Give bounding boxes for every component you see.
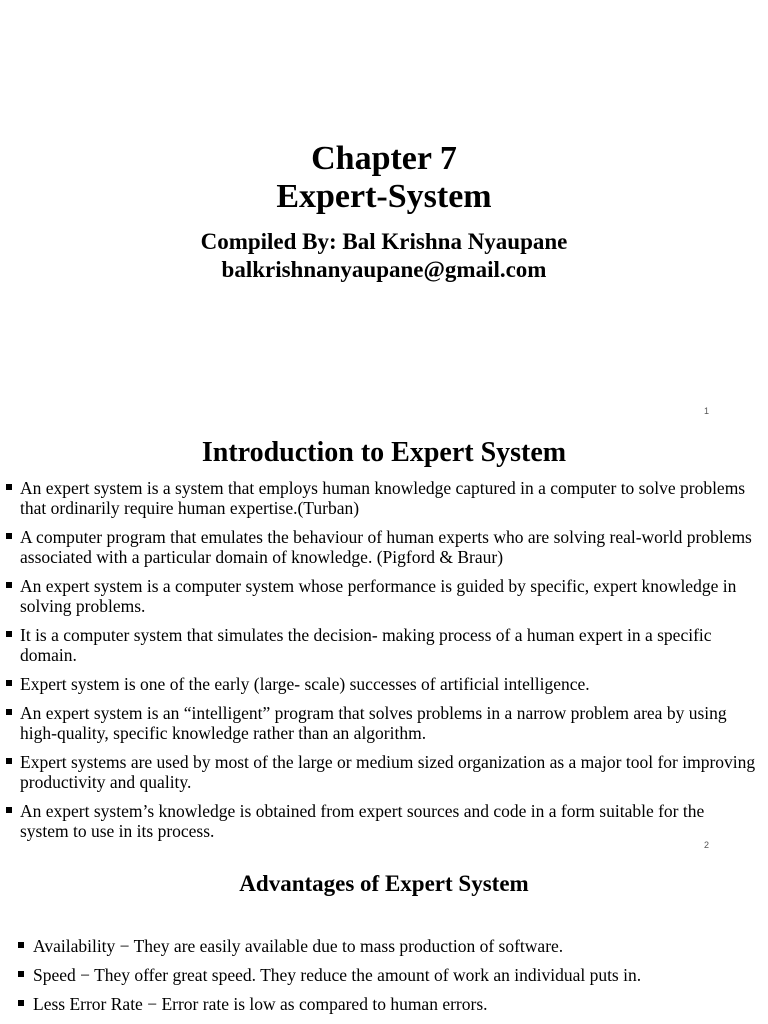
bullet-square-icon [6, 533, 12, 539]
list-item: Less Error Rate − Error rate is low as compared to human errors. [18, 994, 758, 1014]
title-slide [0, 0, 768, 430]
slide-title: Introduction to Expert System [201, 437, 567, 468]
slide-title: Advantages of Expert System [239, 871, 529, 896]
page-number: 2 [704, 840, 710, 850]
list-item: An expert system is a system that employs human knowledge captured in a computer to solve problems that ordinarily require human expertise.(Turban) [6, 478, 756, 518]
list-item: Expert systems are used by most of the large or medium sized organization as a major tool for improving productivity and quality. [6, 752, 756, 792]
bullet-square-icon [6, 758, 12, 764]
list-item: An expert system is an “intelligent” program that solves problems in a narrow problem area by using high-quality, specific knowledge rather than an algorithm. [6, 703, 756, 743]
chapter-number: Chapter 7 [311, 140, 457, 177]
list-item: An expert system’s knowledge is obtained from expert sources and code in a form suitable for the system to use in its process. [6, 801, 756, 841]
author-block [0, 228, 768, 284]
bullet-square-icon [6, 709, 12, 715]
bullet-square-icon [6, 807, 12, 813]
advantages-slide [0, 856, 768, 1024]
list-item: It is a computer system that simulates the decision- making process of a human expert in a specific domain. [6, 625, 756, 665]
bullet-square-icon [18, 1000, 24, 1006]
list-item: Availability − They are easily available due to mass production of software. [18, 936, 758, 956]
bullet-square-icon [6, 582, 12, 588]
bullet-square-icon [6, 680, 12, 686]
list-item: An expert system is a computer system whose performance is guided by specific, expert knowledge in solving problems. [6, 576, 756, 616]
list-item: A computer program that emulates the behaviour of human experts who are solving real-world problems associated with a particular domain of knowledge. (Pigford & Braur) [6, 527, 756, 567]
chapter-name: Expert-System [276, 178, 492, 215]
page-number: 1 [704, 406, 710, 416]
author-email: balkrishnanyaupane@gmail.com [221, 257, 547, 282]
list-item: Expert system is one of the early (large- scale) successes of artificial intelligence. [6, 674, 756, 694]
list-item: Speed − They offer great speed. They reduce the amount of work an individual puts in. [18, 965, 758, 985]
bullet-list [6, 478, 756, 850]
introduction-slide [0, 430, 768, 856]
compiled-by: Compiled By: Bal Krishna Nyaupane [200, 229, 568, 254]
chapter-title [0, 140, 768, 216]
bullet-square-icon [18, 942, 24, 948]
bullet-list [18, 936, 758, 1023]
bullet-square-icon [6, 631, 12, 637]
bullet-square-icon [18, 971, 24, 977]
bullet-square-icon [6, 484, 12, 490]
